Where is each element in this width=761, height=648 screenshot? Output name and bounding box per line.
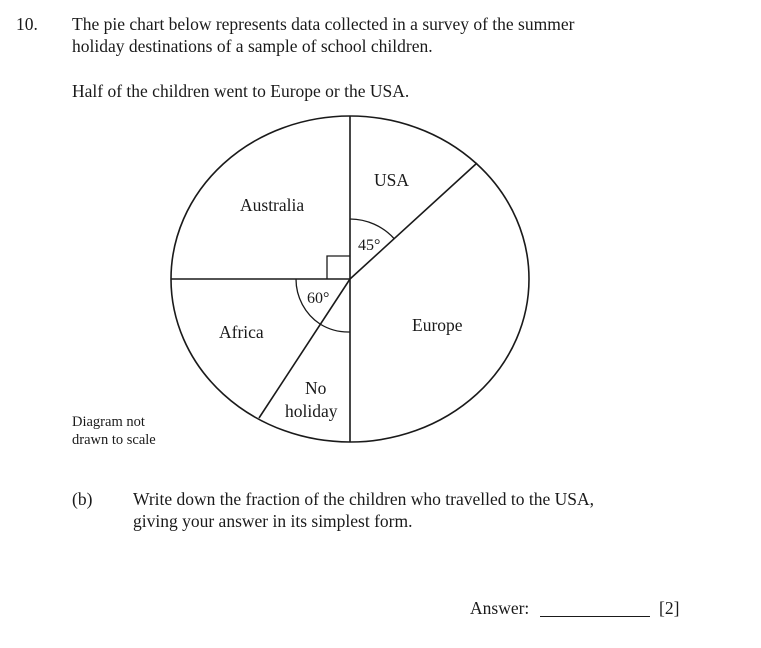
angle-label-africa: 60°: [307, 290, 330, 307]
marks-indicator: [2]: [659, 598, 680, 618]
sector-label-africa: Africa: [219, 322, 264, 342]
question-intro-line-1: The pie chart below represents data collected in a survey of the summer: [72, 14, 575, 34]
sector-label-usa: USA: [374, 170, 410, 190]
answer-blank[interactable]: [540, 616, 650, 617]
angle-arc-usa: [350, 219, 394, 239]
angle-arc-africa-extension: [320, 324, 350, 332]
sector-label-australia: Australia: [240, 195, 305, 215]
right-angle-marker: [327, 256, 350, 279]
diagram-note-line-2: drawn to scale: [72, 432, 156, 448]
sector-label-europe: Europe: [412, 315, 463, 335]
diagram-note-line-1: Diagram not: [72, 414, 145, 430]
question-number: 10.: [16, 14, 38, 34]
radius-upper-right: [350, 163, 477, 279]
part-b-question-line-1: Write down the fraction of the children who travelled to the USA,: [133, 489, 594, 509]
question-intro-line-2: holiday destinations of a sample of school children.: [72, 36, 433, 56]
part-b-question-line-2: giving your answer in its simplest form.: [133, 511, 413, 531]
answer-label: Answer:: [470, 598, 530, 618]
given-fact: Half of the children went to Europe or the USA.: [72, 81, 410, 101]
sector-label-no-holiday-line-1: No: [305, 378, 327, 398]
angle-label-usa: 45°: [358, 237, 381, 254]
sector-label-no-holiday-line-2: holiday: [285, 401, 338, 421]
part-b-label: (b): [72, 489, 93, 509]
